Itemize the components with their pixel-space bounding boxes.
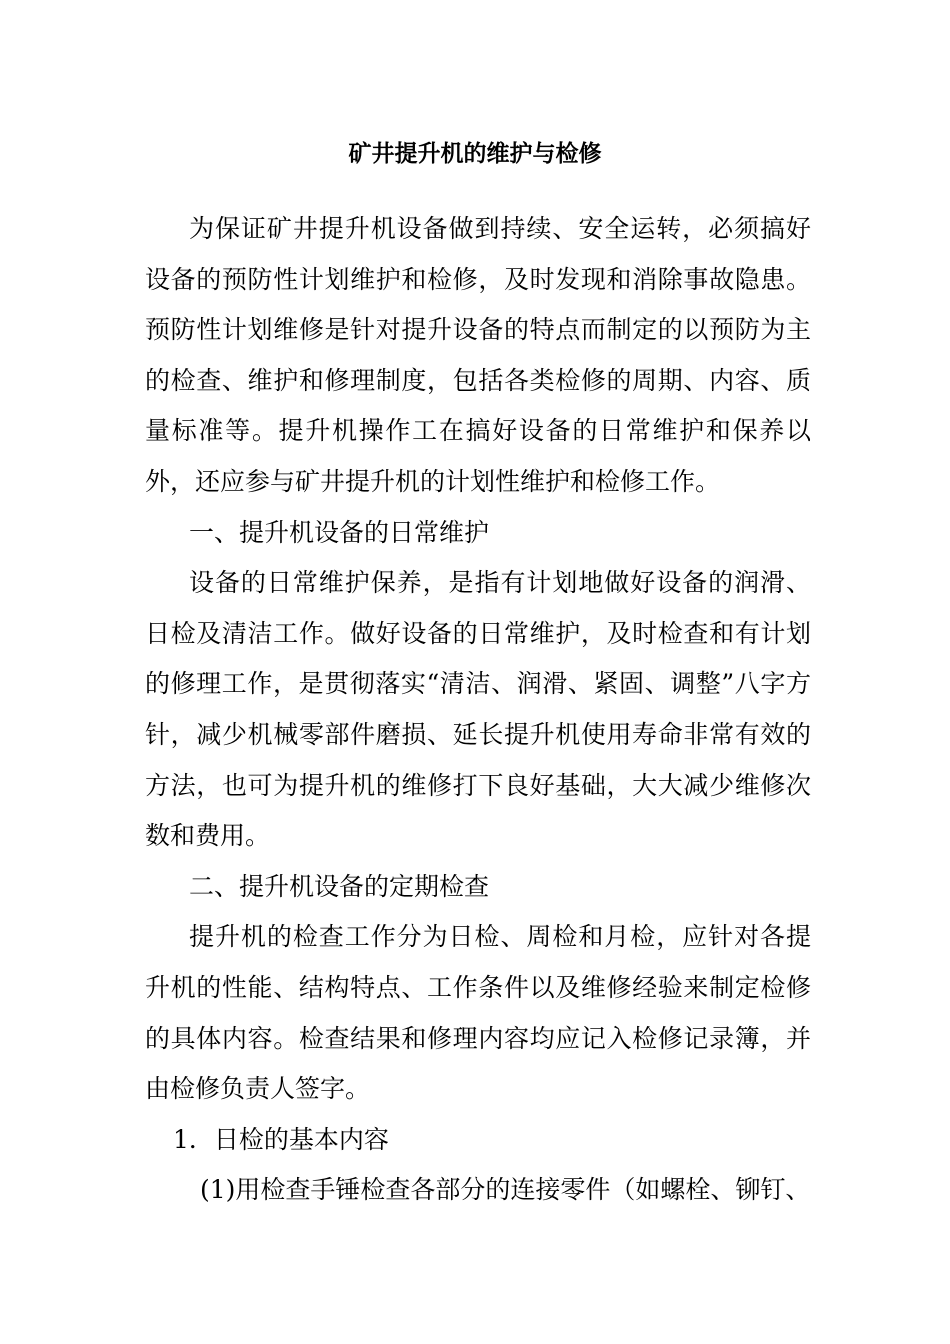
document-title: 矿井提升机的维护与检修: [348, 141, 602, 167]
section-1-paragraph: 设备的日常维护保养，是指有计划地做好设备的润滑、日检及清洁工作。做好设备的日常维护，及时检查和有计划的修理工作，是贯彻落实“清洁、润滑、紧固、调整”八字方针，减少机械零部件磨损、延长提升机使用寿命非常有效的方法，也可为提升机的维修打下良好基础，大大减少维修次数和费用。: [145, 568, 811, 851]
section-2-heading: 二、提升机设备的定期检查: [189, 871, 490, 901]
intro-paragraph: 为保证矿井提升机设备做到持续、安全运转，必须搞好设备的预防性计划维护和检修，及时发现和消除事故隐患。预防性计划维修是针对提升设备的特点而制定的以预防为主的检查、维护和修理制度，包括各类检修的周期、内容、质量标准等。提升机操作工在搞好设备的日常维护和保养以外，还应参与矿井提升机的计划性维护和检修工作。: [145, 214, 811, 496]
daily-check-item-1: (1)用检查手锤检查各部分的连接零件（如螺栓、铆钉、: [200, 1175, 811, 1205]
section-2-paragraph: 提升机的检查工作分为日检、周检和月检，应针对各提升机的性能、结构特点、工作条件以及维修经验来制定检修的具体内容。检查结果和修理内容均应记入检修记录簿，并由检修负责人签字。: [145, 922, 811, 1104]
daily-check-subheading: 1．日检的基本内容: [173, 1124, 389, 1154]
section-1-heading: 一、提升机设备的日常维护: [189, 517, 490, 547]
document-body: [145, 204, 811, 1216]
